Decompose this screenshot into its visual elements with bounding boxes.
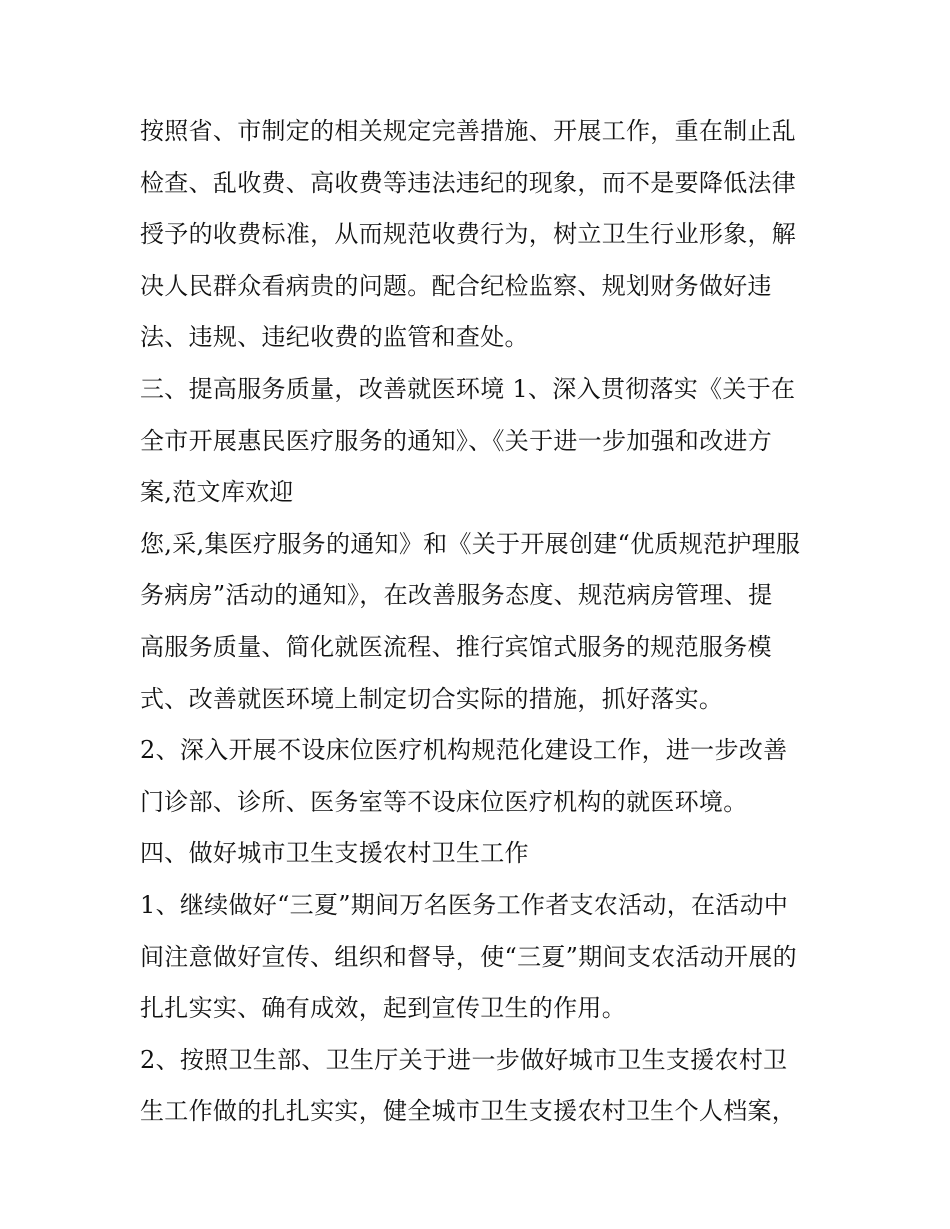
text-line: 全市开展惠民医疗服务的通知》、《关于进一步加强和改进方	[140, 426, 773, 455]
text-line: 高服务质量、简化就医流程、推行宾馆式服务的规范服务模	[140, 632, 772, 661]
text-line: 式、改善就医环境上制定切合实际的措施，抓好落实。	[140, 684, 724, 713]
text-line: 检查、乱收费、高收费等违法违纪的现象，而不是要降低法律	[140, 168, 797, 197]
text-line: 门诊部、诊所、医务室等不设床位医疗机构的就医环境。	[140, 787, 748, 816]
text-line: 案,范文库欢迎	[140, 478, 294, 507]
document-body	[140, 106, 820, 1138]
list-item-2: 2、按照卫生部、卫生厅关于进一步做好城市卫生支援农村卫	[140, 1045, 788, 1074]
section-heading-3: 三、提高服务质量，改善就医环境 1、深入贯彻落实《关于在	[140, 374, 796, 403]
text-line: 扎扎实实、确有成效，起到宣传卫生的作用。	[140, 994, 626, 1023]
section-heading-4: 四、做好城市卫生支援农村卫生工作	[140, 839, 529, 868]
text-line: 您,采,集医疗服务的通知》和《关于开展创建“优质规范护理服	[140, 529, 801, 558]
text-line: 间注意做好宣传、组织和督导，使“三夏”期间支农活动开展的	[140, 942, 797, 971]
text-line: 授予的收费标准，从而规范收费行为，树立卫生行业形象，解	[140, 220, 797, 249]
text-line: 按照省、市制定的相关规定完善措施、开展工作，重在制止乱	[140, 117, 797, 145]
text-line: 法、违规、违纪收费的监管和查处。	[140, 323, 529, 352]
list-item-1: 1、继续做好“三夏”期间万名医务工作者支农活动，在活动中	[140, 890, 789, 919]
text-line: 生工作做的扎扎实实，健全城市卫生支援农村卫生个人档案，	[140, 1097, 797, 1126]
text-line: 务病房”活动的通知》，在改善服务态度、规范病房管理、提	[140, 581, 773, 610]
list-item-2: 2、深入开展不设床位医疗机构规范化建设工作，进一步改善	[140, 736, 788, 765]
text-line: 决人民群众看病贵的问题。配合纪检监察、规划财务做好违	[140, 271, 772, 300]
